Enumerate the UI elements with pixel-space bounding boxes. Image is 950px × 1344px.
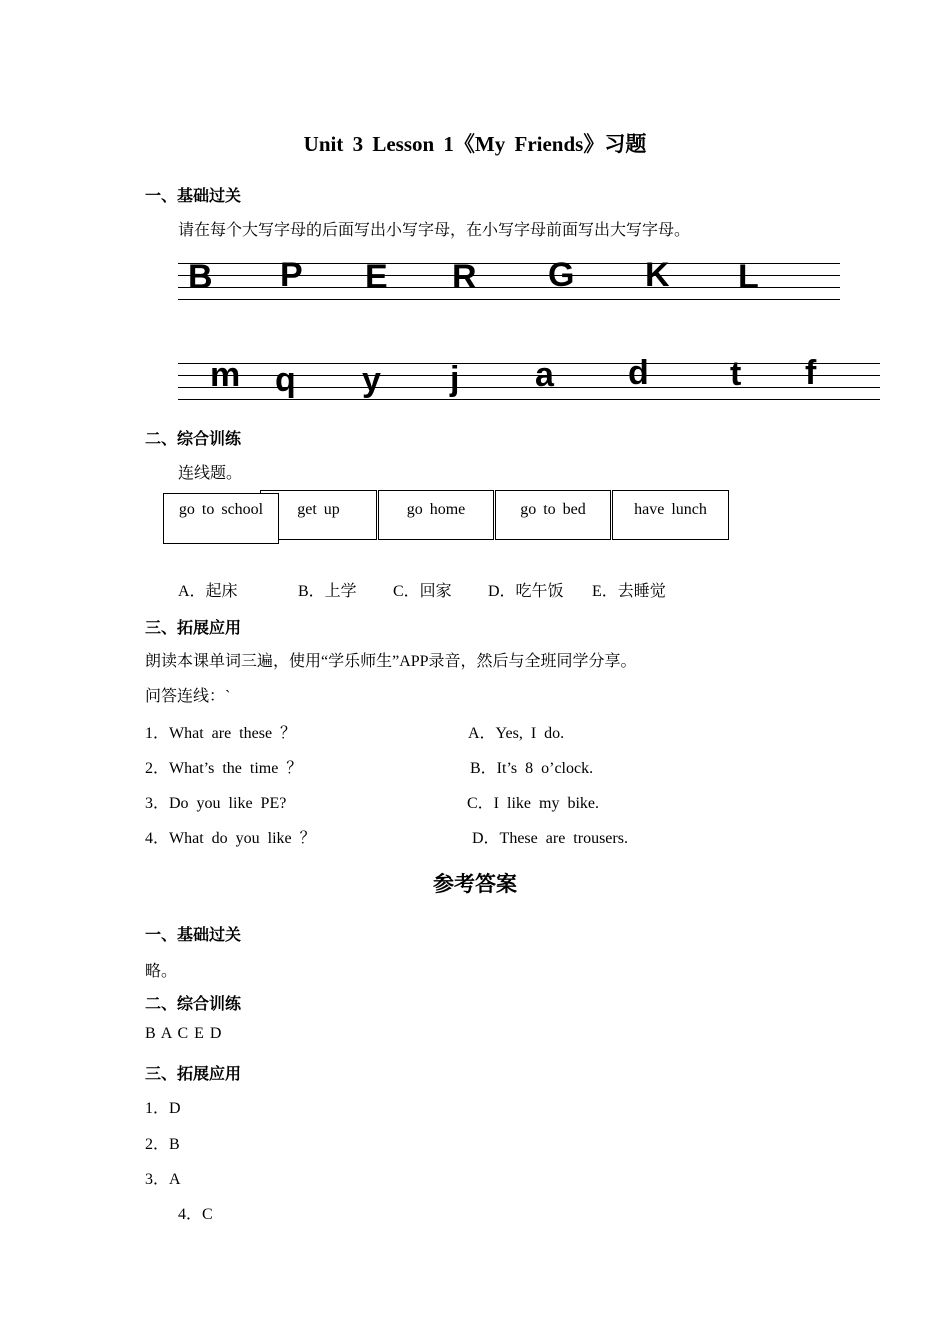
answer-option: B．It’s 8 o’clock.	[470, 760, 594, 777]
phrase-box: go to bed	[495, 490, 611, 540]
lowercase-letter: q	[275, 361, 296, 399]
answer-option: A．Yes, I do.	[468, 725, 565, 742]
phrase-box: have lunch	[612, 490, 729, 540]
answer-s3-item: 4．C	[178, 1206, 213, 1223]
section1-heading: 一、基础过关	[145, 188, 242, 205]
option: C．回家	[393, 583, 452, 600]
question: 2．What’s the time ？	[145, 760, 303, 777]
phrase-box: go to school	[163, 493, 279, 544]
option: D．吃午饭	[488, 583, 564, 600]
answer-s2-heading: 二、综合训练	[145, 996, 242, 1013]
phrase-box: go home	[378, 490, 494, 540]
lowercase-letter: t	[730, 355, 742, 393]
answer-key-title: 参考答案	[433, 872, 517, 896]
answer-s3-item: 2．B	[145, 1136, 180, 1153]
answer-s1-heading: 一、基础过关	[145, 927, 242, 944]
section3-line1: 朗读本课单词三遍，使用“学乐师生”APP录音，然后与全班同学分享。	[145, 653, 637, 670]
lowercase-letter: f	[805, 354, 817, 392]
question: 3．Do you like PE?	[145, 795, 287, 812]
lowercase-letter: j	[450, 360, 460, 398]
uppercase-letter: L	[738, 258, 759, 296]
lowercase-letter: a	[535, 356, 554, 394]
section2-instruction: 连线题。	[178, 465, 243, 482]
section3-line2: 问答连线：`	[145, 688, 231, 705]
answer-option: C．I like my bike.	[467, 795, 599, 812]
uppercase-letter: K	[645, 256, 670, 294]
answer-s3-heading: 三、拓展应用	[145, 1066, 242, 1083]
lowercase-letter: y	[362, 361, 381, 399]
answer-option: D．These are trousers.	[472, 830, 628, 847]
answer-s3-item: 3．A	[145, 1171, 181, 1188]
page-title: Unit 3 Lesson 1《My Friends》习题	[303, 132, 647, 156]
option: E．去睡觉	[592, 583, 666, 600]
answer-s3-item: 1．D	[145, 1100, 181, 1117]
section2-heading: 二、综合训练	[145, 431, 242, 448]
answer-s1: 略。	[145, 963, 178, 980]
lowercase-letter: d	[628, 354, 649, 392]
lowercase-letter: m	[210, 356, 241, 394]
option: B．上学	[298, 583, 357, 600]
uppercase-letter: P	[280, 256, 303, 294]
uppercase-letter: G	[548, 256, 575, 294]
section1-instruction: 请在每个大写字母的后面写出小写字母，在小写字母前面写出大写字母。	[178, 222, 691, 239]
section3-heading: 三、拓展应用	[145, 620, 242, 637]
uppercase-letter: R	[452, 258, 477, 296]
answer-s2: B A C E D	[145, 1025, 222, 1042]
option: A．起床	[178, 583, 238, 600]
phrase-box: get up	[260, 490, 377, 540]
uppercase-letter: B	[188, 258, 213, 296]
question: 1．What are these ？	[145, 725, 297, 742]
question: 4．What do you like ？	[145, 830, 316, 847]
uppercase-letter: E	[365, 258, 388, 296]
